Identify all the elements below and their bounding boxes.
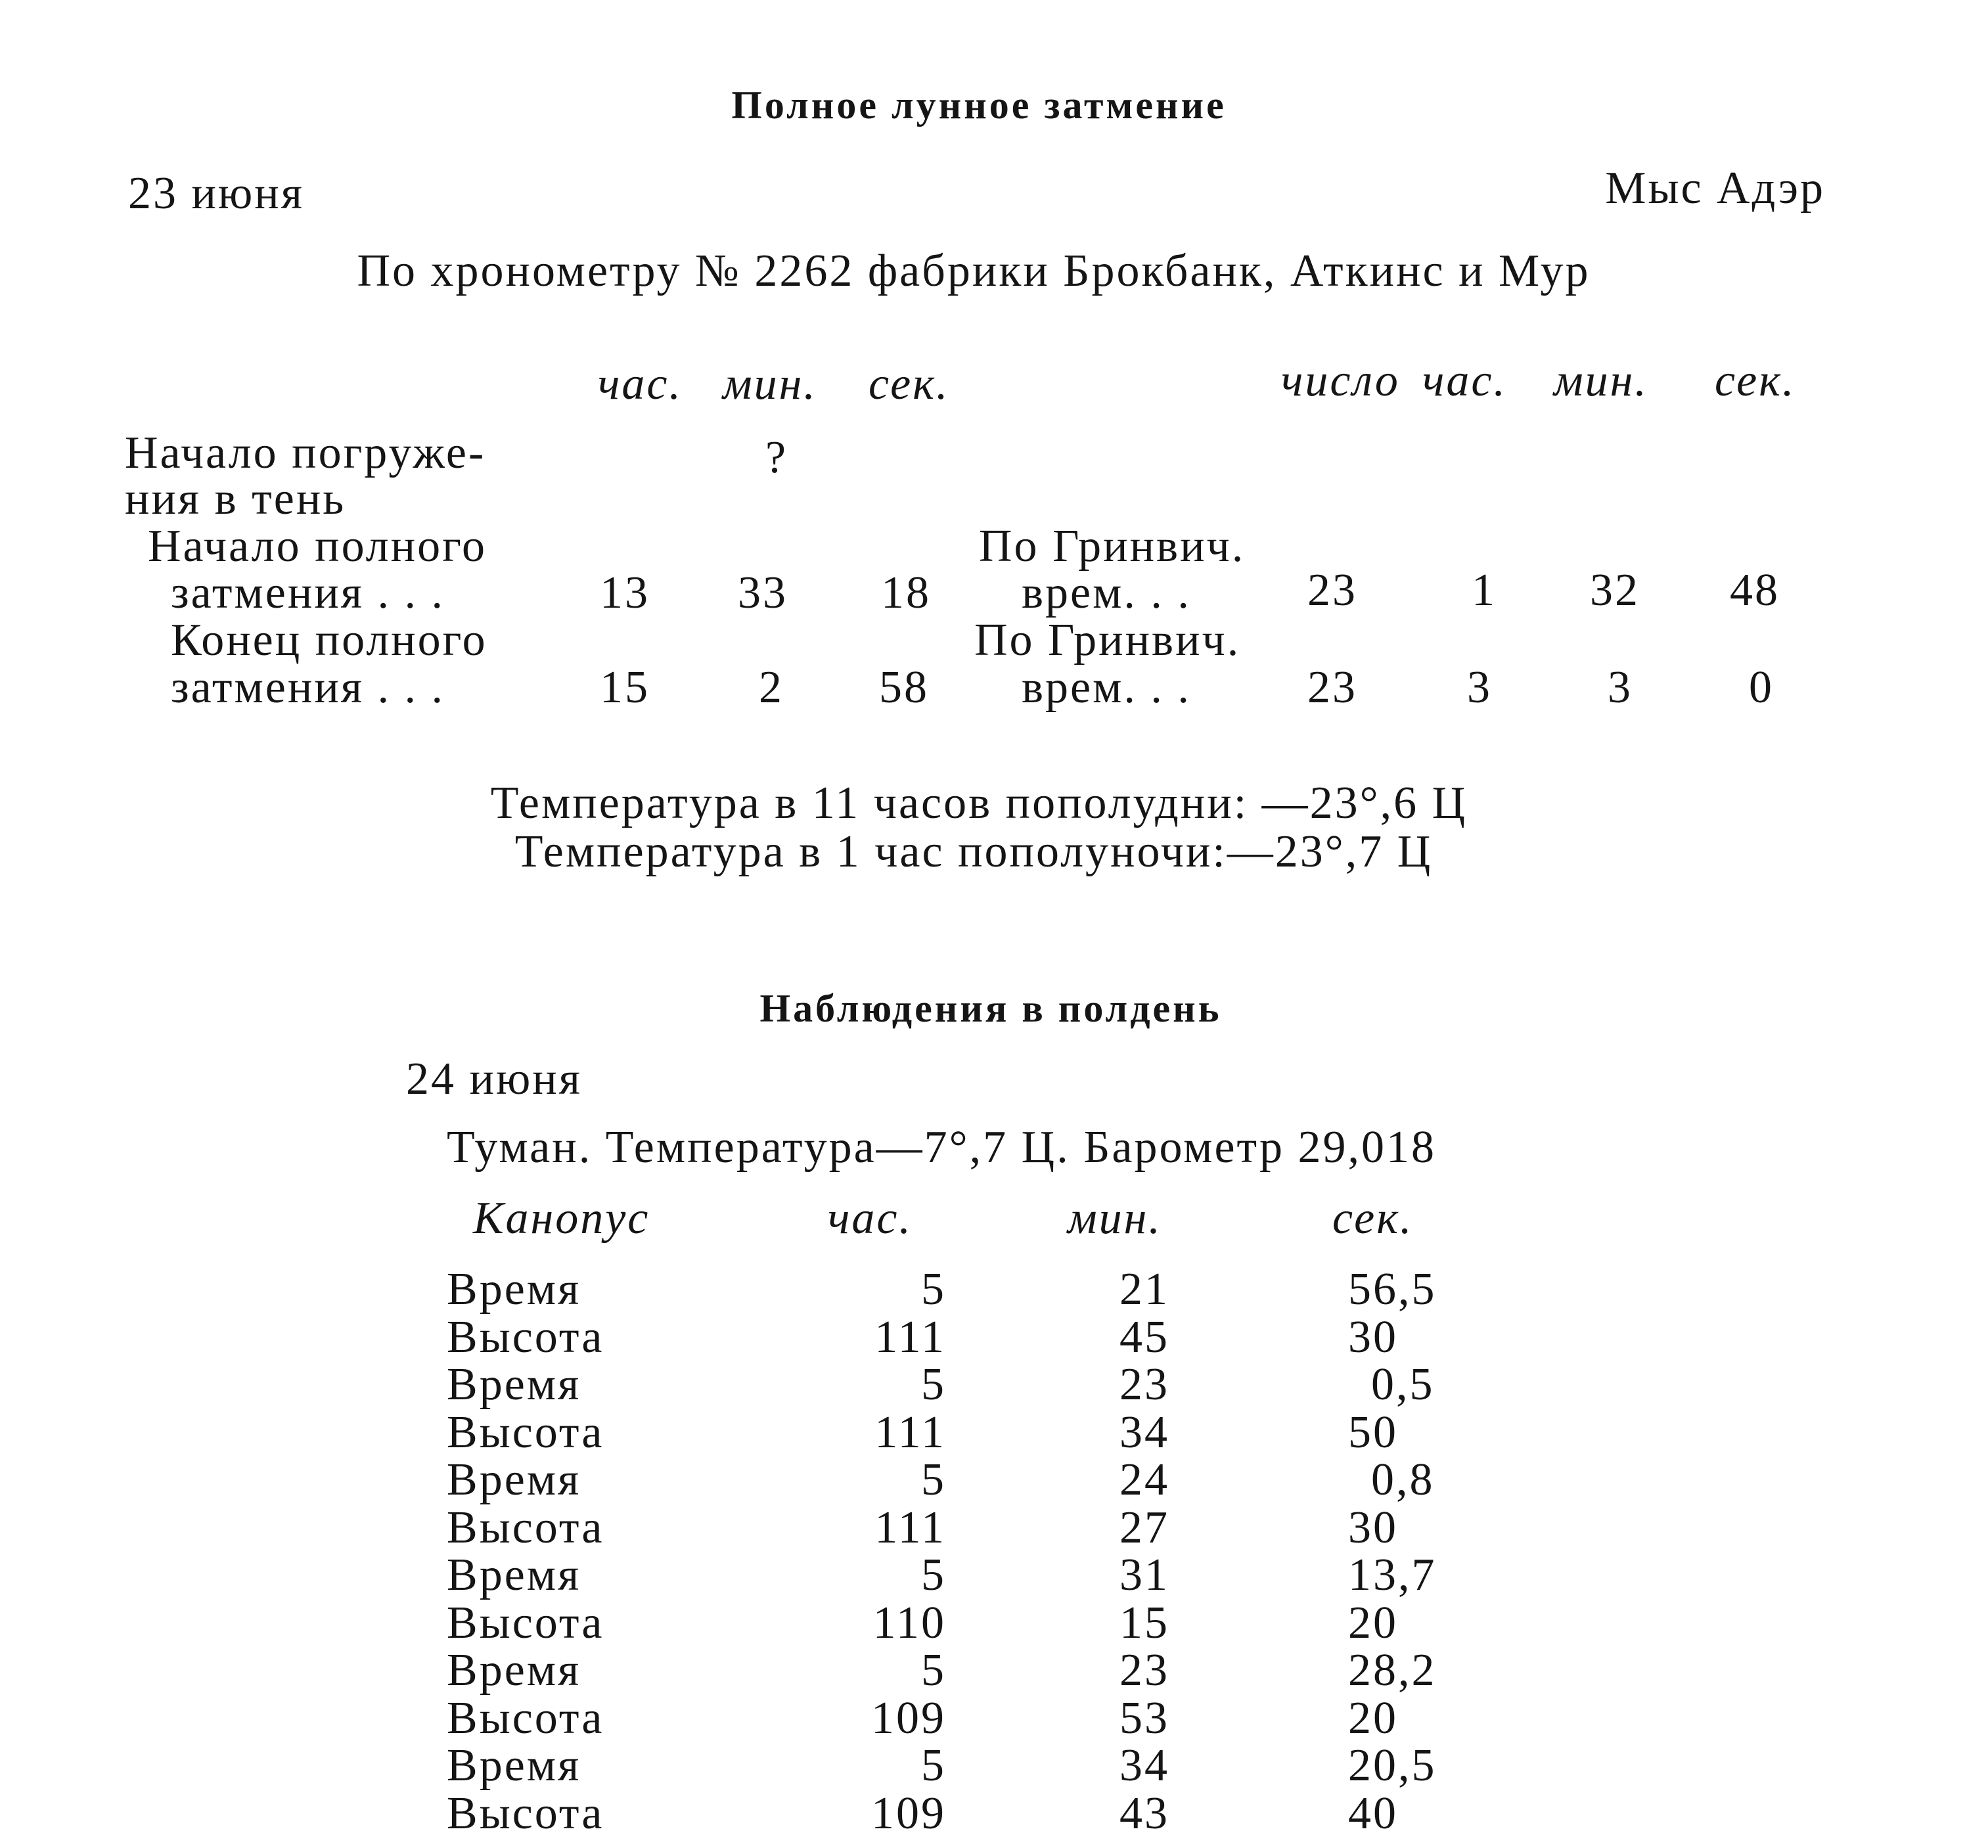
row-totality-start-label-line1: Начало полного: [148, 521, 487, 572]
eclipse-header-date: число: [1281, 355, 1400, 406]
observation-label: Высота: [447, 1407, 604, 1458]
noon-title: Наблюдения в полдень: [759, 987, 1222, 1030]
observation-hours: 5: [921, 1454, 946, 1505]
observation-minutes: 45: [1119, 1312, 1169, 1363]
observation-seconds: 20: [1348, 1598, 1398, 1648]
observation-label: Высота: [447, 1502, 604, 1553]
observation-seconds: 56,5: [1348, 1264, 1437, 1315]
observation-hours: 111: [874, 1407, 946, 1458]
observation-minutes: 43: [1119, 1788, 1169, 1839]
row-totality-end-minutes: 2: [759, 662, 784, 713]
observation-minutes: 15: [1119, 1598, 1169, 1648]
observation-hours: 111: [874, 1312, 946, 1363]
row-totality-start-label-line2: затмения . . .: [171, 568, 445, 618]
observation-label: Высота: [447, 1598, 604, 1648]
noon-header-hours: час.: [828, 1193, 913, 1244]
row-totality-start-gmt-minutes: 32: [1590, 565, 1640, 616]
row-totality-start-minutes: 33: [738, 568, 788, 618]
observation-label: Высота: [447, 1693, 604, 1744]
star-name: Канопус: [473, 1193, 650, 1244]
observation-seconds: 0,5: [1371, 1359, 1435, 1410]
observation-hours: 5: [921, 1264, 946, 1315]
row-totality-end-gmt-date: 23: [1307, 662, 1357, 713]
observation-seconds: 13,7: [1348, 1550, 1437, 1600]
observation-seconds: 20: [1348, 1693, 1398, 1744]
observation-seconds: 40: [1348, 1788, 1398, 1839]
row-totality-end-label-line1: Конец полного: [171, 615, 487, 665]
row-immersion-minutes: ?: [765, 432, 788, 483]
observation-minutes: 24: [1119, 1454, 1169, 1505]
chronometer-line: По хронометру № 2262 фабрики Брокбанк, Аткинс и Мур: [357, 246, 1591, 296]
observation-hours: 110: [872, 1598, 946, 1648]
observation-minutes: 21: [1119, 1264, 1169, 1315]
eclipse-header-minutes: мин.: [723, 359, 817, 409]
observation-seconds: 50: [1348, 1407, 1398, 1458]
observation-hours: 5: [921, 1740, 946, 1791]
row-totality-end-label-line2: затмения . . .: [171, 662, 445, 713]
row-totality-end-gmt-hours: 3: [1467, 662, 1492, 713]
observation-hours: 111: [874, 1502, 946, 1553]
observation-minutes: 23: [1119, 1645, 1169, 1696]
temperature-11pm: Температура в 11 часов пополудни: —23°,6 Ц: [490, 778, 1468, 828]
row-totality-end-gmt-minutes: 3: [1608, 662, 1633, 713]
observation-minutes: 23: [1119, 1359, 1169, 1410]
observation-label: Время: [447, 1454, 581, 1505]
observation-hours: 5: [921, 1645, 946, 1696]
observation-minutes: 34: [1119, 1740, 1169, 1791]
observation-minutes: 31: [1119, 1550, 1169, 1600]
observation-label: Время: [447, 1740, 581, 1791]
eclipse-header-hours: час.: [598, 359, 683, 409]
noon-header-seconds: сек.: [1332, 1193, 1414, 1244]
row-totality-start-gmt-hours: 1: [1472, 565, 1497, 616]
observation-seconds: 30: [1348, 1502, 1398, 1553]
observation-hours: 5: [921, 1359, 946, 1410]
noon-date: 24 июня: [406, 1054, 582, 1104]
row-totality-start-ref-line2: врем. . .: [1022, 568, 1191, 618]
noon-weather: Туман. Температура—7°,7 Ц. Барометр 29,018: [447, 1122, 1436, 1173]
row-totality-end-gmt-seconds: 0: [1749, 662, 1774, 713]
row-totality-start-gmt-seconds: 48: [1730, 565, 1780, 616]
row-totality-end-seconds: 58: [879, 662, 929, 713]
observation-minutes: 27: [1119, 1502, 1169, 1553]
observation-hours: 109: [871, 1788, 946, 1839]
observation-label: Высота: [447, 1788, 604, 1839]
row-totality-start-ref-line1: По Гринвич.: [979, 521, 1246, 572]
row-immersion-label-line1: Начало погруже-: [125, 428, 486, 478]
row-totality-start-gmt-date: 23: [1307, 565, 1357, 616]
observation-seconds: 0,8: [1371, 1454, 1435, 1505]
observation-label: Время: [447, 1645, 581, 1696]
eclipse-place: Мыс Адэр: [1605, 163, 1825, 214]
eclipse-header-gmt-seconds: сек.: [1715, 355, 1796, 406]
row-totality-end-ref-line2: врем. . .: [1022, 662, 1191, 713]
observation-minutes: 34: [1119, 1407, 1169, 1458]
observation-hours: 109: [871, 1693, 946, 1744]
row-totality-start-hours: 13: [600, 568, 650, 618]
observation-hours: 5: [921, 1550, 946, 1600]
row-immersion-label-line2: ния в тень: [125, 474, 346, 524]
observation-label: Время: [447, 1264, 581, 1315]
row-totality-start-seconds: 18: [881, 568, 931, 618]
observation-minutes: 53: [1119, 1693, 1169, 1744]
observation-label: Высота: [447, 1312, 604, 1363]
observation-seconds: 20,5: [1348, 1740, 1437, 1791]
noon-header-minutes: мин.: [1068, 1193, 1162, 1244]
eclipse-title: Полное лунное затмение: [731, 83, 1227, 127]
row-totality-end-ref-line1: По Гринвич.: [974, 615, 1241, 665]
observation-label: Время: [447, 1550, 581, 1600]
eclipse-header-gmt-hours: час.: [1422, 355, 1507, 406]
row-totality-end-hours: 15: [600, 662, 650, 713]
observation-label: Время: [447, 1359, 581, 1410]
observation-seconds: 30: [1348, 1312, 1398, 1363]
eclipse-date: 23 июня: [128, 168, 304, 219]
observation-seconds: 28,2: [1348, 1645, 1437, 1696]
temperature-1am: Температура в 1 час пополуночи:—23°,7 Ц: [514, 826, 1433, 877]
eclipse-header-seconds: сек.: [869, 359, 950, 409]
eclipse-header-gmt-minutes: мин.: [1554, 355, 1648, 406]
